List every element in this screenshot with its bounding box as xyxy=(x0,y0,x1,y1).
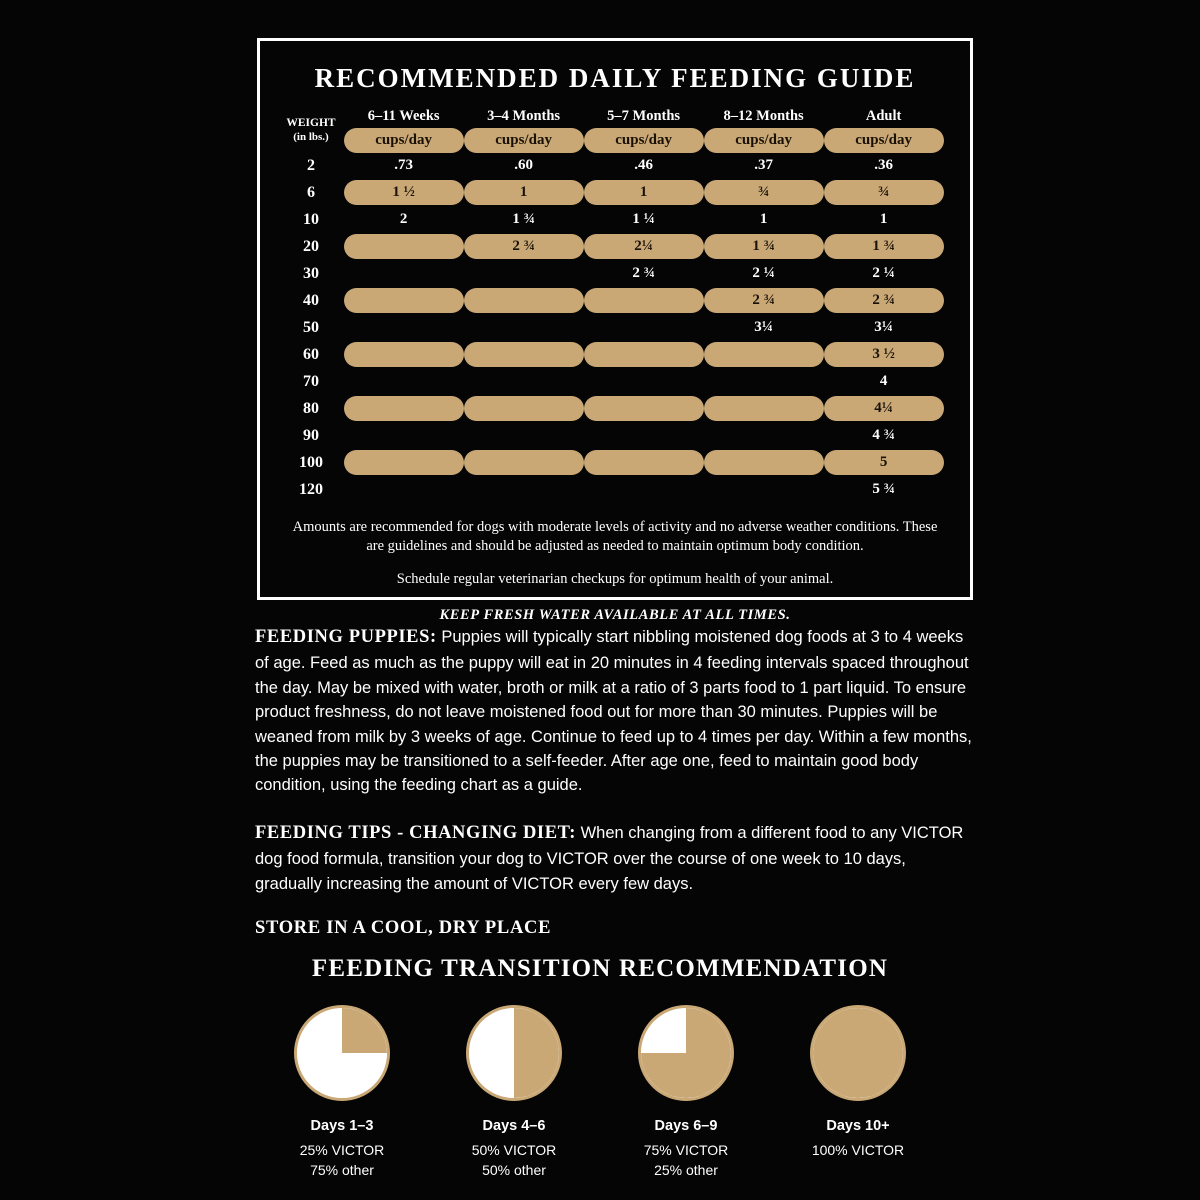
transition-days-label: Days 4–6 xyxy=(482,1118,546,1134)
table-cell xyxy=(824,259,944,286)
cell-value: 1 xyxy=(879,211,888,227)
table-cell xyxy=(464,448,584,475)
table-cell xyxy=(464,178,584,205)
cell-value xyxy=(584,369,704,394)
table-cell xyxy=(344,313,464,340)
transition-days-label: Days 1–3 xyxy=(310,1118,374,1134)
table-cell xyxy=(344,286,464,313)
cell-value: 2 ¾ xyxy=(464,234,584,259)
table-row xyxy=(286,394,943,421)
row-weight: 40 xyxy=(303,291,319,309)
row-weight: 30 xyxy=(303,264,319,282)
transition-ratio-line1: 75% VICTOR xyxy=(643,1142,729,1158)
table-cell xyxy=(464,394,584,421)
transition-item xyxy=(619,1005,753,1181)
feeding-table-body xyxy=(286,153,943,502)
cell-value: 4 xyxy=(879,373,888,389)
pie-wedge xyxy=(297,1008,387,1098)
table-cell xyxy=(824,178,944,205)
column-unit-4 xyxy=(824,128,944,153)
cell-value: 4 ¾ xyxy=(872,427,895,443)
table-row xyxy=(286,340,943,367)
table-cell xyxy=(464,286,584,313)
cell-value: 2 ¾ xyxy=(824,288,944,313)
table-cell xyxy=(824,205,944,232)
unit-pill: cups/day xyxy=(584,128,704,153)
table-cell xyxy=(464,232,584,259)
table-row xyxy=(286,232,943,259)
column-age-2: 5–7 Months xyxy=(607,108,681,124)
feeding-tips-text: When changing from a different food to any VICTOR dog food formula, transition your dog to VICTOR over the course of one week to 10 days, gradually increasing the amount of VICTOR every few days. xyxy=(255,823,964,893)
cell-value: 5 ¾ xyxy=(872,481,895,497)
cell-value: 1 xyxy=(759,211,768,227)
row-weight: 120 xyxy=(299,480,323,498)
guide-note-water: KEEP FRESH WATER AVAILABLE AT ALL TIMES. xyxy=(439,606,791,623)
table-cell xyxy=(704,475,824,502)
table-cell xyxy=(344,205,464,232)
cell-value xyxy=(344,342,464,367)
feeding-guide-box xyxy=(257,38,973,623)
table-cell xyxy=(464,205,584,232)
table-row xyxy=(286,205,943,232)
transition-ratio xyxy=(619,1140,753,1181)
column-age-0: 6–11 Weeks xyxy=(367,108,440,124)
transition-item xyxy=(791,1005,925,1181)
table-cell xyxy=(344,448,464,475)
table-cell xyxy=(824,340,944,367)
column-unit-0 xyxy=(344,128,464,153)
table-cell xyxy=(824,286,944,313)
cell-value xyxy=(584,396,704,421)
transition-ratio xyxy=(275,1140,409,1181)
feeding-table xyxy=(286,108,943,502)
cell-value: 1 ¾ xyxy=(824,234,944,259)
table-cell xyxy=(704,340,824,367)
transition-ratio-line1: 25% VICTOR xyxy=(299,1142,385,1158)
table-cell xyxy=(344,232,464,259)
table-cell xyxy=(824,232,944,259)
cell-value xyxy=(344,315,464,340)
pie-chart-icon xyxy=(466,1005,562,1101)
table-cell xyxy=(824,313,944,340)
table-cell xyxy=(344,340,464,367)
weight-header-line2: (in lbs.) xyxy=(293,130,329,143)
table-cell xyxy=(464,313,584,340)
feeding-puppies-heading: FEEDING PUPPIES: xyxy=(255,627,437,647)
guide-note-activity: Amounts are recommended for dogs with moderate levels of activity and no adverse weather conditions. These are guidelines and should be adjusted as needed to maintain optimum body condition. xyxy=(292,519,938,554)
cell-value xyxy=(704,369,824,394)
table-header-ages xyxy=(286,108,943,128)
transition-ratio-line2: 50% other xyxy=(482,1162,546,1179)
table-cell xyxy=(584,205,704,232)
cell-value xyxy=(464,288,584,313)
transition-days-label: Days 6–9 xyxy=(654,1118,718,1134)
row-weight: 60 xyxy=(303,345,319,363)
cell-value xyxy=(344,369,464,394)
cell-value: 2 ¼ xyxy=(872,265,895,281)
table-row xyxy=(286,153,943,178)
table-cell xyxy=(704,394,824,421)
table-cell xyxy=(824,475,944,502)
cell-value xyxy=(584,342,704,367)
cell-value: 1 xyxy=(584,180,704,205)
row-weight: 70 xyxy=(303,372,319,390)
table-cell xyxy=(344,259,464,286)
table-cell xyxy=(704,421,824,448)
table-cell xyxy=(584,448,704,475)
cell-value: ¾ xyxy=(824,180,944,205)
pie-chart-icon xyxy=(810,1005,906,1101)
table-cell xyxy=(704,205,824,232)
table-cell xyxy=(464,421,584,448)
table-cell xyxy=(344,394,464,421)
table-header-units xyxy=(286,128,943,153)
unit-pill: cups/day xyxy=(704,128,824,153)
cell-value xyxy=(464,477,584,502)
page-title: RECOMMENDED DAILY FEEDING GUIDE xyxy=(314,63,916,93)
transition-ratio-line1: 100% VICTOR xyxy=(811,1142,905,1158)
cell-value xyxy=(344,450,464,475)
cell-value: .73 xyxy=(394,157,413,173)
transition-item xyxy=(447,1005,581,1181)
cell-value xyxy=(584,315,704,340)
table-cell xyxy=(464,367,584,394)
table-cell xyxy=(584,232,704,259)
cell-value xyxy=(464,450,584,475)
storage-instruction: STORE IN A COOL, DRY PLACE xyxy=(255,918,552,938)
cell-value xyxy=(344,288,464,313)
pie-chart-icon xyxy=(638,1005,734,1101)
cell-value xyxy=(464,396,584,421)
cell-value: 3 ½ xyxy=(824,342,944,367)
unit-pill: cups/day xyxy=(824,128,944,153)
table-cell xyxy=(824,153,944,178)
cell-value: 2 ¾ xyxy=(704,288,824,313)
cell-value xyxy=(344,423,464,448)
weight-header-line1: WEIGHT xyxy=(286,117,336,130)
table-row xyxy=(286,313,943,340)
transition-item xyxy=(275,1005,409,1181)
cell-value: 4¼ xyxy=(824,396,944,421)
transition-ratio-line1: 50% VICTOR xyxy=(471,1142,557,1158)
transition-ratio xyxy=(791,1140,925,1160)
table-row xyxy=(286,448,943,475)
cell-value xyxy=(704,396,824,421)
cell-value xyxy=(464,342,584,367)
feeding-puppies-text: Puppies will typically start nibbling moistened dog foods at 3 to 4 weeks of age. Feed as much as the puppy will eat in 20 minutes in 4 feeding intervals spaced throughout the day. May be mixed with water, broth or milk at a ratio of 3 parts food to 1 part liquid. To ensure product freshness, do not leave moistened food out for more than 30 minutes. Puppies will be weaned from milk by 3 weeks of age. Continue to feed up to 4 times per day. Within a few months, the puppies may be transitioned to a self-feeder. After age one, feed to maintain good body condition, using the feeding chart as a guide. xyxy=(255,628,972,795)
cell-value: 2 xyxy=(399,211,408,227)
table-cell xyxy=(704,448,824,475)
transition-days-label: Days 10+ xyxy=(826,1118,890,1134)
cell-value: 2¼ xyxy=(584,234,704,259)
cell-value: 2 ¾ xyxy=(632,265,655,281)
pie-wedge xyxy=(813,1008,903,1098)
table-cell xyxy=(344,475,464,502)
cell-value xyxy=(464,261,584,286)
table-cell xyxy=(704,178,824,205)
table-cell xyxy=(824,367,944,394)
table-cell xyxy=(704,286,824,313)
table-cell xyxy=(344,421,464,448)
cell-value xyxy=(704,477,824,502)
transition-ratio-line2: 25% other xyxy=(654,1162,718,1179)
table-cell xyxy=(344,367,464,394)
cell-value: ¾ xyxy=(704,180,824,205)
cell-value xyxy=(464,315,584,340)
table-cell xyxy=(464,475,584,502)
cell-value xyxy=(344,261,464,286)
cell-value xyxy=(464,369,584,394)
paragraph-feeding-tips xyxy=(255,820,973,896)
table-cell xyxy=(584,421,704,448)
pie-wedge xyxy=(469,1008,559,1098)
cell-value xyxy=(584,423,704,448)
cell-value: .46 xyxy=(634,157,653,173)
table-cell xyxy=(584,475,704,502)
table-cell xyxy=(584,178,704,205)
transition-ratio xyxy=(447,1140,581,1181)
table-cell xyxy=(704,153,824,178)
table-cell xyxy=(824,394,944,421)
cell-value: 1 ½ xyxy=(344,180,464,205)
row-weight: 10 xyxy=(303,210,319,228)
paragraph-feeding-puppies xyxy=(255,624,973,798)
cell-value: 1 ¾ xyxy=(512,211,535,227)
table-cell xyxy=(584,286,704,313)
cell-value: .60 xyxy=(514,157,533,173)
table-cell xyxy=(704,313,824,340)
pie-wedge xyxy=(641,1008,731,1098)
row-weight: 100 xyxy=(299,453,323,471)
unit-pill: cups/day xyxy=(344,128,464,153)
transition-title: FEEDING TRANSITION RECOMMENDATION xyxy=(311,955,889,982)
table-cell xyxy=(704,232,824,259)
cell-value xyxy=(584,477,704,502)
cell-value xyxy=(344,396,464,421)
row-weight: 6 xyxy=(307,183,315,201)
transition-circles xyxy=(0,1005,1200,1181)
cell-value xyxy=(344,234,464,259)
column-unit-1 xyxy=(464,128,584,153)
column-age-1: 3–4 Months xyxy=(487,108,561,124)
row-weight: 90 xyxy=(303,426,319,444)
table-cell xyxy=(704,367,824,394)
column-unit-3 xyxy=(704,128,824,153)
guide-note-vet: Schedule regular veterinarian checkups for optimum health of your animal. xyxy=(396,571,834,588)
table-cell xyxy=(344,153,464,178)
table-cell xyxy=(584,259,704,286)
cell-value: 1 ¾ xyxy=(704,234,824,259)
table-row xyxy=(286,259,943,286)
cell-value xyxy=(704,423,824,448)
row-weight: 2 xyxy=(307,156,315,174)
table-cell xyxy=(584,153,704,178)
cell-value: .36 xyxy=(874,157,893,173)
row-weight: 50 xyxy=(303,318,319,336)
cell-value: 3¼ xyxy=(754,319,773,335)
table-cell xyxy=(584,394,704,421)
cell-value: 5 xyxy=(824,450,944,475)
unit-pill: cups/day xyxy=(464,128,584,153)
weight-header xyxy=(286,108,343,153)
row-weight: 80 xyxy=(303,399,319,417)
cell-value: 1 xyxy=(464,180,584,205)
cell-value: 3¼ xyxy=(874,319,893,335)
cell-value xyxy=(704,450,824,475)
column-age-4: Adult xyxy=(865,108,902,124)
table-cell xyxy=(464,259,584,286)
table-cell xyxy=(344,178,464,205)
table-cell xyxy=(824,448,944,475)
transition-section xyxy=(0,955,1200,1181)
cell-value: .37 xyxy=(754,157,773,173)
table-cell xyxy=(584,313,704,340)
cell-value xyxy=(584,450,704,475)
cell-value: 1 ¼ xyxy=(632,211,655,227)
table-cell xyxy=(464,153,584,178)
table-cell xyxy=(584,340,704,367)
column-unit-2 xyxy=(584,128,704,153)
table-cell xyxy=(584,367,704,394)
table-row xyxy=(286,475,943,502)
table-cell xyxy=(704,259,824,286)
cell-value xyxy=(344,477,464,502)
column-age-3: 8–12 Months xyxy=(723,108,804,124)
table-row xyxy=(286,421,943,448)
body-copy xyxy=(255,624,973,939)
row-weight: 20 xyxy=(303,237,319,255)
feeding-tips-heading: FEEDING TIPS - CHANGING DIET: xyxy=(255,822,576,843)
cell-value xyxy=(704,342,824,367)
table-cell xyxy=(824,421,944,448)
cell-value: 2 ¼ xyxy=(752,265,775,281)
cell-value xyxy=(584,288,704,313)
pie-chart-icon xyxy=(294,1005,390,1101)
table-row xyxy=(286,178,943,205)
table-row xyxy=(286,367,943,394)
table-cell xyxy=(464,340,584,367)
transition-ratio-line2: 75% other xyxy=(310,1162,374,1179)
table-row xyxy=(286,286,943,313)
cell-value xyxy=(464,423,584,448)
